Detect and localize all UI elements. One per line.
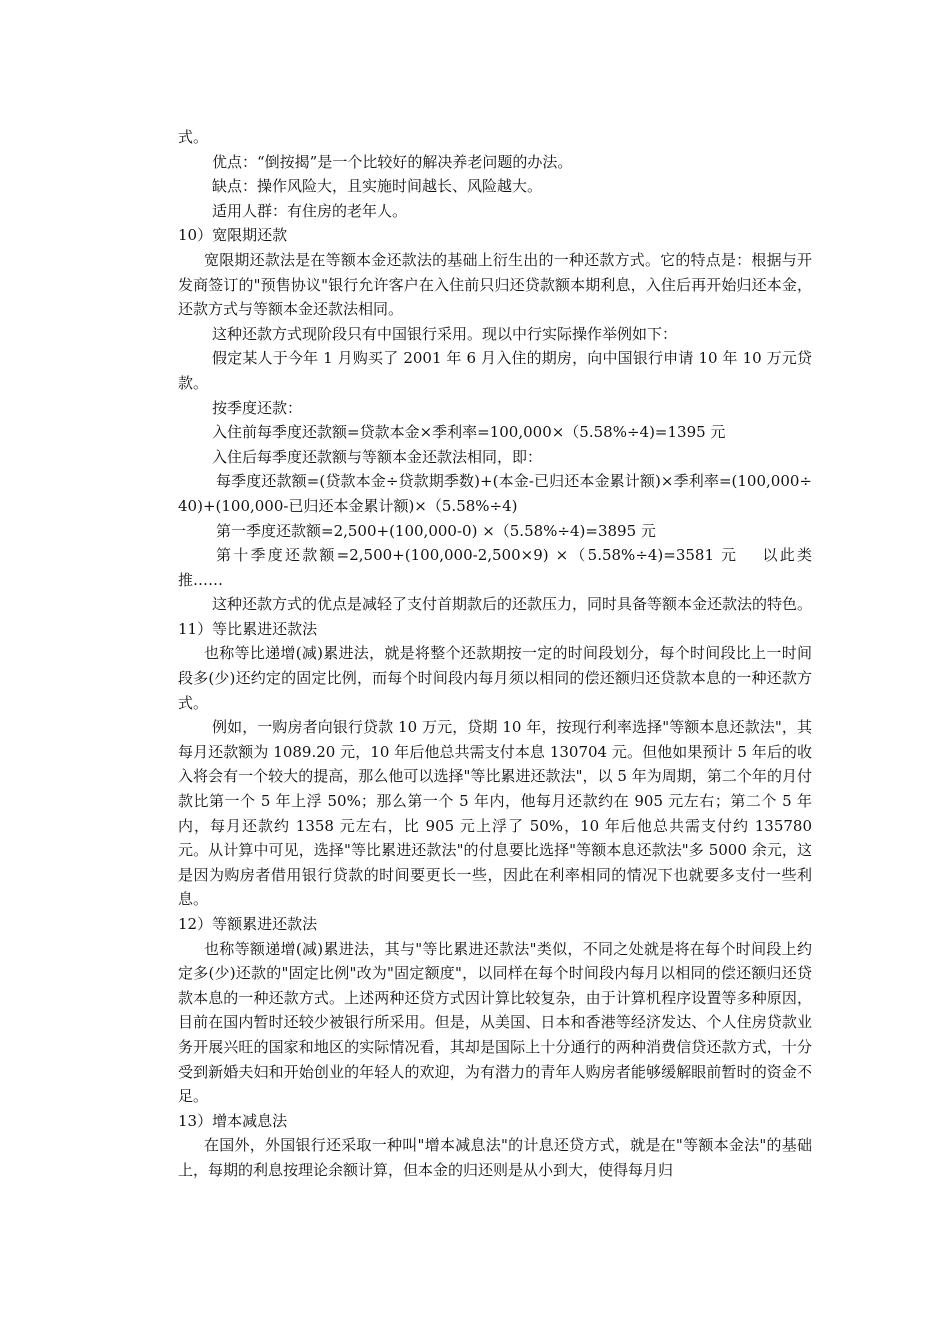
paragraph-quarterly: 按季度还款：	[212, 398, 303, 417]
paragraph-formula-before: 入住前每季度还款额=贷款本金×季利率=100,000×（5.58%÷4)=1395 元	[212, 423, 726, 442]
paragraph-proportional-example: 例如，一购房者向银行贷款 10 万元，贷期 10 年，按现行利率选择"等额本息还款法"，其每月还款额为 1089.20 元，10 年后他总共需支付本息 130704 元。但他如果预计 5 年后的收入将会有一个较大的提高，那么他可以选择"等比累进还款法"，以 5 年为周期，第二个年的月付款比第一个 5 年上浮 50%；那么第一个 5 年内，他每月还款约在 905 元左右；第二个 5 年内，每月还款约 1358 元左右，比 905 元上浮了 50%，10 年后他总共需支付约 135780 元。从计算中可见，选择"等比累进还款法"的付息要比选择"等额本息还款法"多 5000 余元，这是因为购房者借用银行贷款的时间要更长一些，因此在利率相同的情况下也就要多支付一些利息。	[178, 718, 812, 909]
document-body	[178, 125, 812, 1183]
section-heading-12: 12）等额累进还款法	[178, 915, 318, 933]
section-heading-11: 11）等比累进还款法	[178, 619, 318, 638]
paragraph-fixed-increment: 也称等额递增(减)累进法，其与"等比累进还款法"类似，不同之处就是将在每个时间段上约定多(少)还款的"固定比例"改为"固定额度"，以同样在每个时间段内每月以相同的偿还额归还贷款本息的一种还款方式。上述两种还贷方式因计算比较复杂，由于计算机程序设置等多种原因，目前在国内暂时还较少被银行所采用。但是，从美国、日本和香港等经济发达、个人住房贷款业务开展兴旺的国家和地区的实际情况看，其却是国际上十分通行的两种消费信贷还款方式，十分受到新婚夫妇和开始创业的年轻人的欢迎，为有潜力的青年人购房者能够缓解眼前暂时的资金不足。	[178, 939, 812, 1106]
paragraph-formula-q10: 第十季度还款额=2,500+(100,000-2,500×9) ×（5.58%÷4)=3581 元 以此类推……	[178, 546, 812, 589]
paragraph-grace-advantage: 这种还款方式的优点是减轻了支付首期款后的还款压力，同时具备等额本金还款法的特色。	[212, 595, 813, 614]
section-heading-10: 10）宽限期还款	[178, 226, 288, 245]
paragraph-formula-q1: 第一季度还款额=2,500+(100,000-0) ×（5.58%÷4)=3895 元	[216, 521, 656, 540]
paragraph-advantage: 优点：“倒按揭”是一个比较好的解决养老问题的办法。	[212, 152, 573, 171]
paragraph-continuation: 式。	[178, 128, 209, 146]
paragraph-formula-general: 每季度还款额=(贷款本金÷贷款期季数)+(本金-已归还本金累计额)×季利率=(100,000÷40)+(100,000-已归还本金累计额)×（5.58%÷4)	[178, 472, 812, 515]
paragraph-boc-example-intro: 这种还款方式现阶段只有中国银行采用。现以中行实际操作举例如下：	[212, 324, 678, 343]
paragraph-disadvantage: 缺点：操作风险大，且实施时间越长、风险越大。	[212, 177, 543, 196]
paragraph-grace-period-intro: 宽限期还款法是在等额本金还款法的基础上衍生出的一种还款方式。它的特点是：根据与开发商签订的"预售协议"银行允许客户在入住前只归还贷款额本期利息，入住后再开始归还本金，还款方式与等额本金还款法相同。	[178, 250, 812, 319]
paragraph-principal-increase: 在国外，外国银行还采取一种叫"增本减息法"的计息还贷方式，就是在"等额本金法"的基础上，每期的利息按理论余额计算，但本金的归还则是从小到大，使得每月归	[178, 1136, 812, 1179]
paragraph-assumption: 假定某人于今年 1 月购买了 2001 年 6 月入住的期房，向中国银行申请 10 年 10 万元贷款。	[178, 349, 812, 392]
paragraph-target-group: 适用人群：有住房的老年人。	[212, 201, 408, 220]
paragraph-proportional-intro: 也称等比递增(减)累进法，就是将整个还款期按一定的时间段划分，每个时间段比上一时间段多(少)还约定的固定比例，而每个时间段内每月须以相同的偿还额归还贷款本息的一种还款方式。	[178, 644, 812, 712]
paragraph-formula-after-intro: 入住后每季度还款额与等额本金还款法相同，即：	[212, 447, 543, 466]
section-heading-13: 13）增本减息法	[178, 1111, 288, 1130]
